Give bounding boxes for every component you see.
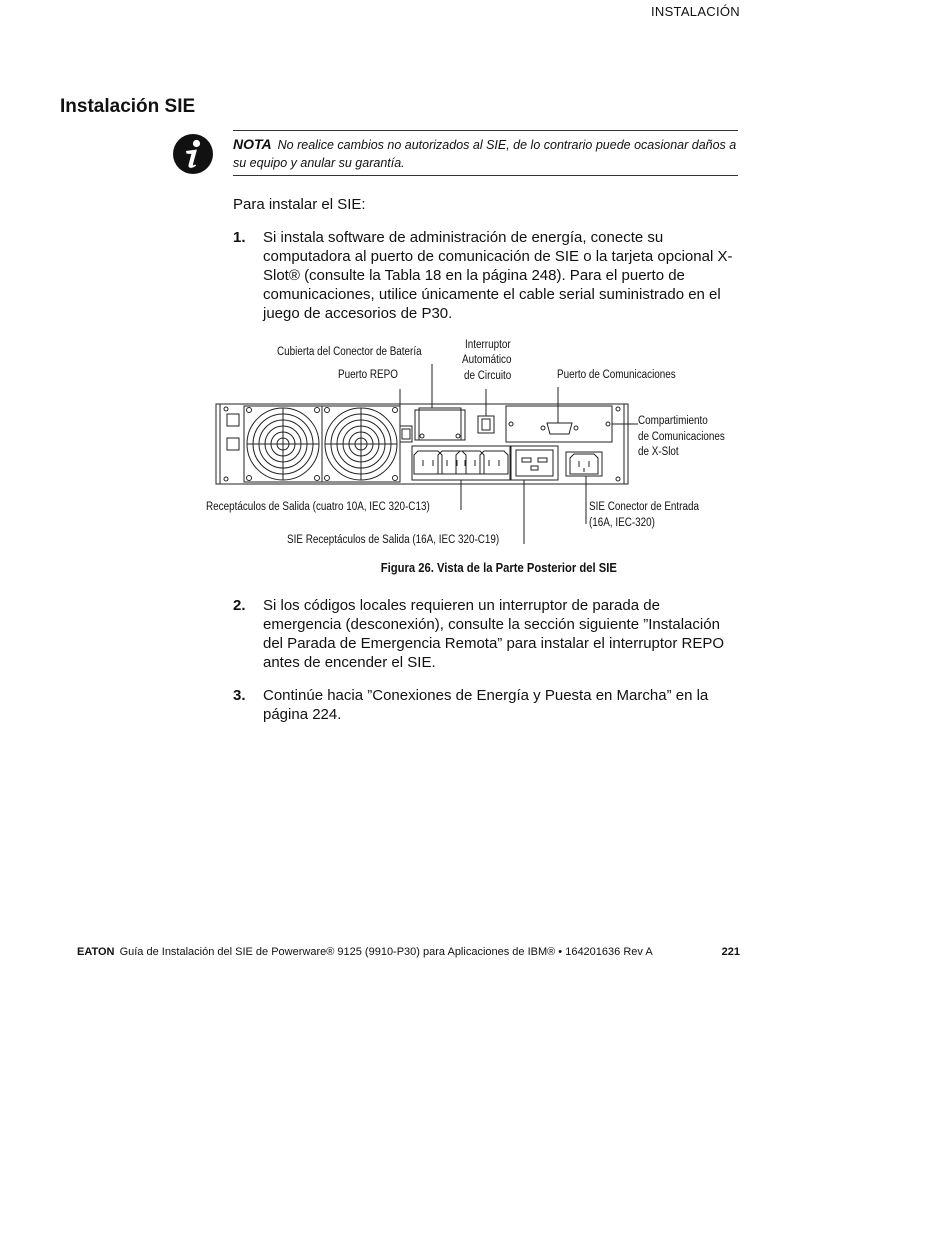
note-box	[233, 130, 738, 176]
step-text: Continúe hacia ”Conexiones de Energía y Puesta en Marcha” en la página 224.	[263, 687, 709, 723]
label-comm-port: Puerto de Comunicaciones	[557, 369, 676, 381]
ups-rear-view-figure	[200, 334, 745, 554]
label-c13-outlets: Receptáculos de Salida (cuatro 10A, IEC 320-C13)	[206, 501, 430, 513]
label-breaker-line2: Automático	[462, 354, 512, 366]
label-breaker-line3: de Circuito	[464, 370, 512, 382]
label-xslot-line1: Compartimiento	[638, 415, 708, 427]
running-header: INSTALACIÓN	[650, 4, 740, 19]
intro-text: Para instalar el SIE:	[233, 196, 366, 213]
step-number: 3.	[233, 687, 246, 704]
info-icon	[172, 133, 214, 175]
label-xslot-line3: de X-Slot	[638, 446, 679, 458]
label-c19-outlet: SIE Receptáculos de Salida (16A, IEC 320-C19)	[287, 534, 500, 546]
step-text: Si instala software de administración de energía, conecte su computadora al puerto de comunicación de SIE o la tarjeta opcional X-Slot® (consulte la Tabla 18 en la página 248). Para el puerto de comunicaciones, utilice únicamente el cable serial suministrado en el juego de accesorios de P30.	[263, 229, 733, 322]
label-repo-port: Puerto REPO	[338, 369, 398, 381]
note-text: No realice cambios no autorizados al SIE, de lo contrario puede ocasionar daños a su equipo y anular su garantía.	[233, 138, 737, 170]
label-input-line2: (16A, IEC-320)	[589, 517, 655, 529]
label-battery-connector-cover: Cubierta del Conector de Batería	[277, 346, 422, 358]
label-breaker-line1: Interruptor	[465, 339, 511, 351]
step-text: Si los códigos locales requieren un interruptor de parada de emergencia (desconexión), consulte la sección siguiente ”Instalación del Parada de Emergencia Remota” para instalar el interruptor REPO antes de encender el SIE.	[263, 597, 725, 671]
section-title: Instalación SIE	[60, 96, 196, 117]
step-number: 2.	[233, 597, 246, 614]
note-label: NOTA	[233, 136, 272, 152]
page-footer	[77, 946, 740, 958]
figure-caption: Figura 26. Vista de la Parte Posterior del SIE	[380, 561, 617, 575]
page-number: 221	[721, 946, 740, 958]
label-xslot-line2: de Comunicaciones	[638, 431, 725, 443]
label-input-line1: SIE Conector de Entrada	[589, 501, 699, 513]
footer-brand: EATON	[77, 946, 115, 958]
step-number: 1.	[233, 229, 246, 246]
footer-text: Guía de Instalación del SIE de Powerware® 9125 (9910-P30) para Aplicaciones de IBM® • 164201636 Rev A	[119, 946, 653, 958]
